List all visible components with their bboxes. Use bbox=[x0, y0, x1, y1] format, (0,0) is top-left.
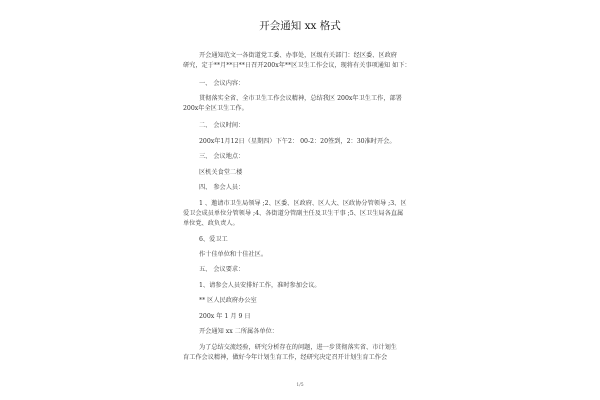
doc-line-15: 作十佳单位和十佳社区。 bbox=[199, 251, 268, 258]
doc-line-14: 6、爱卫工 bbox=[199, 236, 228, 243]
doc-line-16: 五、 会议要求： bbox=[199, 266, 245, 273]
doc-line-17: 1、请参会人员安排好工作，准时参加会议。 bbox=[199, 282, 321, 289]
doc-line-20: 开会通知 xx 二所属各单位： bbox=[199, 328, 278, 335]
doc-line-1: 开会通知范文一各街道党工委、办事处，区级有关部门：经区委、区政府 bbox=[199, 52, 397, 59]
doc-line-13: 单位党、政负责人。 bbox=[183, 220, 239, 227]
doc-line-4: 贯彻落实全省、全市卫生工作会议精神，总结我区 200x年卫生工作，部署 bbox=[199, 95, 402, 102]
doc-line-18: ** 区人民政府办公室 bbox=[199, 297, 257, 304]
doc-line-12: 爱卫会成员单位分管领导 ;4、各街道分管副主任及卫生干事 ;5、区卫生局各直属 bbox=[183, 210, 404, 217]
doc-line-11: 1 、邀请市卫生局领导 ;2、区委、区政府、区人大、区政协分管领导 ;3、区 bbox=[199, 200, 407, 207]
doc-line-21: 为了总结交流经验，研究分析存在的问题，进一步贯彻落实省、市计划生 bbox=[199, 344, 397, 351]
doc-line-8: 三、 会议地点： bbox=[199, 153, 245, 160]
document-title: 开会通知 xx 格式 bbox=[259, 20, 341, 32]
doc-line-6: 二、 会议时间： bbox=[199, 122, 245, 129]
doc-line-2: 研究，定于**月**日**日召开200x年**区卫生工作会议，现将有关事项通知 如下： bbox=[183, 62, 411, 69]
page-number: 1/5 bbox=[296, 383, 304, 388]
doc-line-19: 200x 年 1 月 9 日 bbox=[199, 313, 251, 320]
doc-line-10: 四、 参会人员： bbox=[199, 184, 245, 191]
doc-line-3: 一、 会议内容： bbox=[199, 80, 245, 87]
doc-line-9: 区机关食堂二楼 bbox=[199, 169, 243, 176]
doc-line-22: 育工作会议精神，做好今年计划生育工作，经研究决定召开计划生育工作会 bbox=[183, 354, 388, 361]
doc-line-7: 200x年1月12日（星期四）下午2： 00-2：20签到，2：30准时开会。 bbox=[199, 138, 396, 145]
doc-line-5: 200x年全区卫生工作。 bbox=[183, 105, 248, 112]
